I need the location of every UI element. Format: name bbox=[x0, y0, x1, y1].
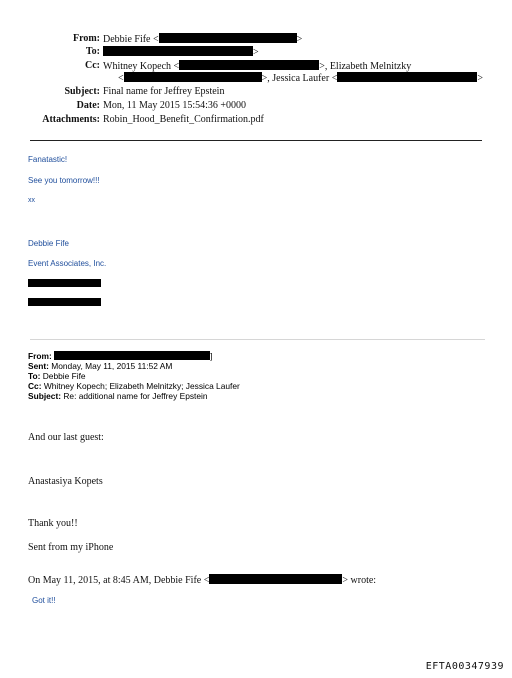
subject-label: Subject: bbox=[64, 86, 100, 97]
redaction-block bbox=[159, 33, 297, 43]
attachment-link[interactable]: Robin_Hood_Benefit_Confirmation.pdf bbox=[103, 114, 264, 125]
reply-line: Fanatastic! bbox=[28, 155, 68, 164]
signature-company: Event Associates, Inc. bbox=[28, 259, 107, 268]
cc-name-1: Whitney Kopech bbox=[103, 61, 172, 72]
quoted-cc-label: Cc: bbox=[28, 381, 42, 391]
cc-name-2: Elizabeth Melnitzky bbox=[329, 61, 412, 72]
signature-name: Debbie Fife bbox=[28, 239, 69, 248]
date-label: Date: bbox=[76, 100, 100, 111]
quoted-sent-value: Monday, May 11, 2015 11:52 AM bbox=[51, 361, 173, 371]
quoted-cc-row bbox=[28, 381, 240, 391]
quoted-subject-row bbox=[28, 391, 208, 401]
quoted-line: Thank you!! bbox=[28, 518, 78, 529]
redaction-block bbox=[28, 298, 101, 306]
date-value: Mon, 11 May 2015 15:54:36 +0000 bbox=[103, 100, 247, 111]
redaction-block bbox=[179, 60, 319, 70]
redaction-block bbox=[54, 351, 210, 360]
cc-name-3: Jessica Laufer bbox=[272, 73, 330, 84]
quoted-to-row bbox=[28, 371, 86, 381]
redaction-block bbox=[337, 72, 477, 82]
quoted-on-prefix: On May 11, 2015, at 8:45 AM, Debbie Fife bbox=[28, 575, 202, 586]
quoted-line: Anastasiya Kopets bbox=[28, 476, 103, 487]
quoted-got-it: Got it!! bbox=[32, 596, 56, 605]
quoted-from-label: From: bbox=[28, 351, 52, 361]
quoted-sent-label: Sent: bbox=[28, 361, 49, 371]
quoted-line: And our last guest: bbox=[28, 432, 104, 443]
header-divider bbox=[30, 140, 482, 141]
redaction-block bbox=[209, 574, 342, 584]
quoted-subject-value: Re: additional name for Jeffrey Epstein bbox=[63, 391, 208, 401]
quoted-on-line: On May 11, 2015, at 8:45 AM, Debbie Fife < > wrote: bbox=[28, 575, 377, 586]
quote-divider bbox=[30, 339, 485, 340]
redaction-block bbox=[103, 46, 253, 56]
cc-label: Cc: bbox=[85, 60, 100, 71]
reply-line: xx bbox=[28, 197, 35, 204]
from-label: From: bbox=[72, 33, 100, 44]
reply-line: See you tomorrow!!! bbox=[28, 176, 100, 185]
quoted-on-suffix: wrote: bbox=[350, 575, 377, 586]
redaction-block bbox=[124, 72, 262, 82]
subject-value: Final name for Jeffrey Epstein bbox=[103, 86, 225, 97]
to-label: To: bbox=[85, 46, 100, 57]
quoted-line: Sent from my iPhone bbox=[28, 542, 114, 553]
quoted-to-value: Debbie Fife bbox=[42, 371, 86, 381]
quoted-subject-label: Subject: bbox=[28, 391, 62, 401]
quoted-sent-row bbox=[28, 361, 172, 371]
quoted-from-row: From: ] bbox=[28, 351, 213, 361]
redaction-block bbox=[28, 279, 101, 287]
attachments-label: Attachments: bbox=[42, 114, 100, 125]
quoted-cc-value: Whitney Kopech; Elizabeth Melnitzky; Jessica Laufer bbox=[43, 381, 240, 391]
document-id: EFTA00347939 bbox=[425, 661, 504, 672]
quoted-to-label: To: bbox=[28, 371, 41, 381]
from-name: Debbie Fife bbox=[103, 34, 151, 45]
